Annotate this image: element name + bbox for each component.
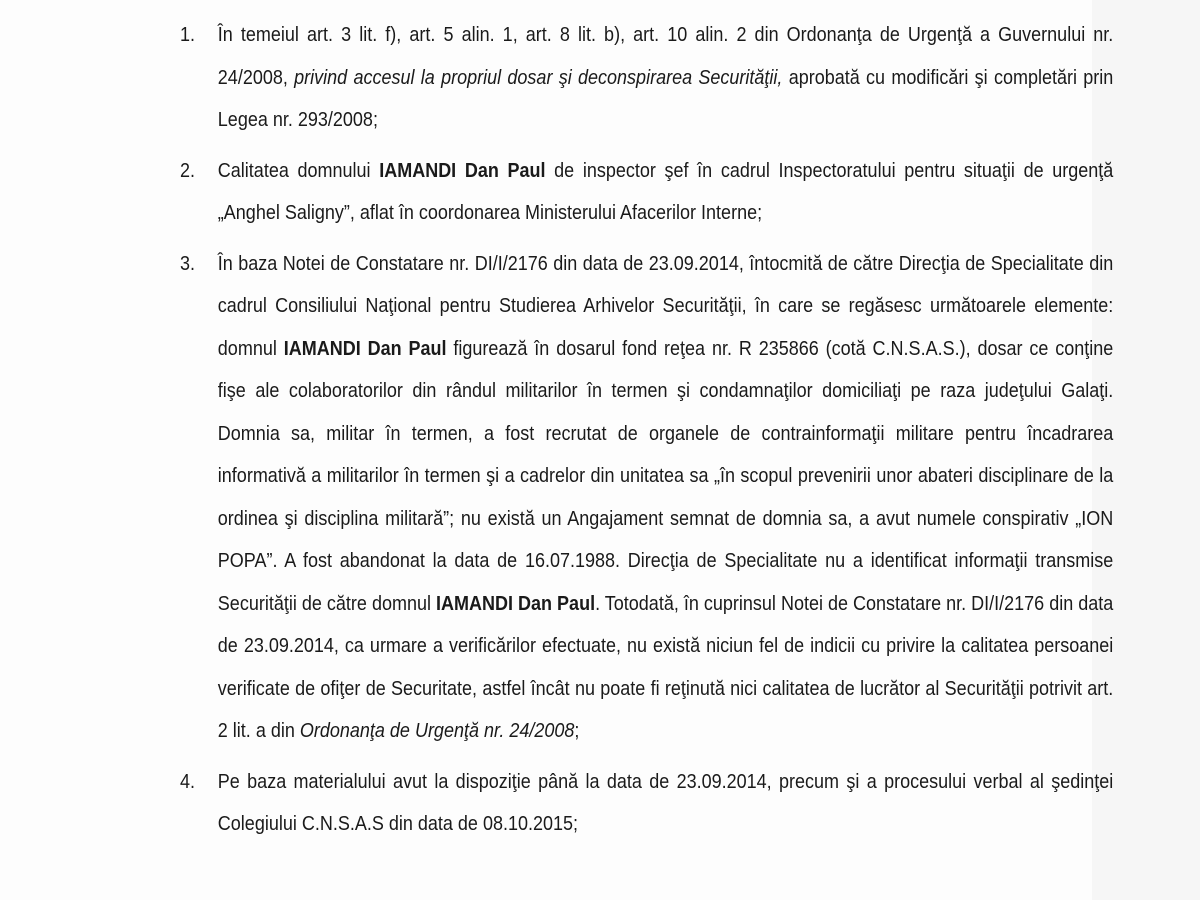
list-item-3 [180,243,1113,753]
list-item-number: 2. [180,159,196,182]
text-run: ; [574,720,580,742]
list-item-text [218,14,1114,142]
document-body [180,14,1114,854]
italic-text-run: privind accesul la propriul dosar şi deconspirarea Securităţii, [294,66,783,89]
text-run: de inspector şef în cadrul Inspectoratului pentru situaţii de urgenţă „Anghel Saligny”, aflat în coordonarea Ministerului Afacerilor Interne; [217,159,1114,224]
text-run: În temeiul art. 3 lit. f), art. 5 alin. 1, art. 8 lit. b), art. 10 alin. 2 din Ordonanţa de Urgenţă a Guvernului nr. 24/2008, [217,24,1114,89]
person-name: IAMANDI Dan Paul [283,337,447,360]
text-run: . Totodată, în cuprinsul Notei de Constatare nr. DI/I/2176 din data de 23.09.2014, ca urmare a verificărilor efectuate, nu există niciun fel de indicii cu privire la calitatea persoanei verificate de ofiţer de Securitate, astfel încât nu poate fi reţinută nici calitatea de lucrător al Securităţii potrivit art. 2 lit. a din [217,592,1114,742]
text-run: figurează în dosarul fond reţea nr. R 235866 (cotă C.N.S.A.S.), dosar ce conţine fişe ale colaboratorilor din rândul militarilor în termen şi condamnaţilor domiciliaţi pe raza judeţului Galaţi. Domnia sa, militar în termen, a fost recrutat de organele de contrainformaţii militare pentru încadrarea informativă a militarilor în termen şi a cadrelor din unitatea sa „în scopul prevenirii unor abateri disciplinare de la ordinea şi disciplina militară”; nu există un Angajament semnat de domnia sa, a avut numele conspirativ „ION POPA”. A fost abandonat la data de 16.07.1988. Direcţia de Specialitate nu a identificat informaţii transmise Securităţii de către domnul [217,337,1114,615]
person-name: IAMANDI Dan Paul [379,159,546,182]
list-item-text [218,150,1114,235]
person-name: IAMANDI Dan Paul [436,592,596,615]
list-item-number: 1. [180,24,196,46]
list-item-2 [180,150,1113,235]
list-item-text [218,243,1114,753]
list-item-1 [180,14,1113,142]
numbered-list [180,14,1114,846]
text-run: Pe baza materialului avut la dispoziţie până la data de 23.09.2014, precum şi a procesului verbal al şedinţei Colegiului C.N.S.A.S din data de 08.10.2015; [217,770,1114,835]
italic-text-run: Ordonanţa de Urgenţă nr. 24/2008 [299,720,575,742]
list-item-number: 4. [180,770,196,793]
text-run: aprobată cu modificări şi completări prin Legea nr. 293/2008; [217,66,1114,131]
list-item-text [218,761,1114,846]
list-item-4 [180,761,1113,846]
list-item-number: 3. [180,252,196,275]
text-run: În baza Notei de Constatare nr. DI/I/2176 din data de 23.09.2014, întocmită de către Direcţia de Specialitate din cadrul Consiliului Naţional pentru Studierea Arhivelor Securităţii, în care se regăsesc următoarele elemente: domnul [217,252,1114,360]
text-run: Calitatea domnului [217,159,380,182]
